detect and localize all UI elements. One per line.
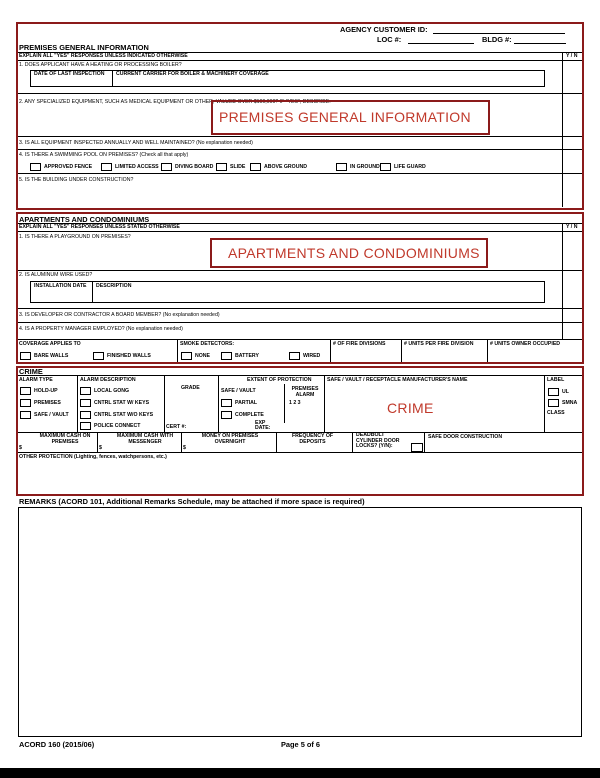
smna-checkbox[interactable]	[548, 399, 559, 407]
divider	[401, 339, 402, 362]
premises-explain: EXPLAIN ALL "YES" RESPONSES UNLESS INDICATED OTHERWISE	[19, 53, 188, 59]
coverage-applies-label: COVERAGE APPLIES TO	[19, 341, 81, 347]
divider	[18, 339, 582, 340]
divider	[487, 339, 488, 362]
divider	[164, 375, 165, 432]
smoke-none-checkbox[interactable]	[181, 352, 192, 360]
manufacturer-label: SAFE / VAULT / RECEPTACLE MANUFACTURER'S NAME	[327, 377, 468, 383]
premises-overlay-label: PREMISES GENERAL INFORMATION	[219, 109, 471, 125]
complete-checkbox[interactable]	[221, 411, 232, 419]
grade-label: GRADE	[181, 385, 200, 391]
in-ground-label: IN GROUND	[350, 164, 380, 170]
remarks-textarea[interactable]	[18, 507, 582, 737]
cntrl-stat-keys-checkbox[interactable]	[80, 399, 91, 407]
description-label: DESCRIPTION	[96, 283, 132, 289]
police-connect-label: POLICE CONNECT	[94, 423, 141, 429]
apartments-overlay-label: APARTMENTS AND CONDOMINIUMS	[228, 245, 480, 261]
smna-label: SMNA	[562, 400, 578, 406]
premises-q3: 3. IS ALL EQUIPMENT INSPECTED ANNUALLY AND WELL MAINTAINED? (No explanation needed)	[19, 140, 253, 146]
bare-walls-checkbox[interactable]	[20, 352, 31, 360]
apartments-title: APARTMENTS AND CONDOMINIUMS	[19, 215, 150, 224]
form-id: ACORD 160 (2015/06)	[19, 740, 95, 749]
loc-label[interactable]: LOC #:	[377, 35, 402, 44]
apartments-explain: EXPLAIN ALL "YES" RESPONSES UNLESS STATED OTHERWISE	[19, 224, 180, 230]
cert-label: CERT #:	[166, 424, 187, 430]
safe-vault-type-label: SAFE / VAULT	[34, 412, 69, 418]
boiler-carrier-label: CURRENT CARRIER FOR BOILER & MACHINERY COVERAGE	[116, 71, 269, 77]
max-cash-premises-label: MAXIMUM CASH ON PREMISES	[39, 433, 91, 445]
divider	[97, 432, 98, 452]
divider	[77, 375, 78, 432]
finished-walls-label: FINISHED WALLS	[107, 353, 151, 359]
premises-yn: Y / N	[566, 53, 578, 59]
units-per-fire-label: # UNITS PER FIRE DIVISION	[404, 341, 474, 347]
approved-fence-label: APPROVED FENCE	[44, 164, 93, 170]
limited-access-label: LIMITED ACCESS	[115, 164, 159, 170]
complete-label: COMPLETE	[235, 412, 264, 418]
page-number: Page 5 of 6	[281, 740, 321, 749]
divider	[18, 375, 582, 376]
bottom-bar	[0, 768, 600, 778]
divider	[544, 375, 545, 432]
money-overnight-label: MONEY ON PREMISES OVERNIGHT	[201, 433, 259, 445]
extent-protection-label: EXTENT OF PROTECTION	[247, 377, 312, 383]
exp-date-label: EXP DATE:	[255, 420, 271, 431]
local-gong-checkbox[interactable]	[80, 387, 91, 395]
units-owner-occupied-label: # UNITS OWNER OCCUPIED	[490, 341, 561, 347]
safe-vault-type-checkbox[interactable]	[20, 411, 31, 419]
smoke-none-label: NONE	[195, 353, 210, 359]
hold-up-checkbox[interactable]	[20, 387, 31, 395]
smoke-wired-checkbox[interactable]	[289, 352, 300, 360]
other-protection-label: OTHER PROTECTION (Lighting, fences, watchpersons, etc.)	[19, 454, 167, 460]
finished-walls-checkbox[interactable]	[93, 352, 104, 360]
premises-alarm-type-checkbox[interactable]	[20, 399, 31, 407]
in-ground-checkbox[interactable]	[336, 163, 347, 171]
bare-walls-label: BARE WALLS	[34, 353, 69, 359]
smoke-battery-checkbox[interactable]	[221, 352, 232, 360]
slide-label: SLIDE	[230, 164, 246, 170]
above-ground-label: ABOVE GROUND	[264, 164, 307, 170]
divider	[18, 308, 582, 309]
last-inspection-label: DATE OF LAST INSPECTION	[34, 71, 105, 77]
cntrl-stat-keys-label: CNTRL STAT W/ KEYS	[94, 400, 150, 406]
divider	[276, 432, 277, 452]
alarm-number-labels: 1 2 3	[289, 400, 301, 406]
premises-alarm-type-label: PREMISES	[34, 400, 61, 406]
class-label: CLASS	[547, 410, 565, 416]
police-connect-checkbox[interactable]	[80, 422, 91, 430]
ul-checkbox[interactable]	[548, 388, 559, 396]
label-label: LABEL	[547, 377, 565, 383]
divider	[284, 384, 285, 423]
bldg-label[interactable]: BLDG #:	[482, 35, 512, 44]
safe-vault-extent-label: SAFE / VAULT	[221, 388, 256, 394]
life-guard-label: LIFE GUARD	[394, 164, 426, 170]
smoke-wired-label: WIRED	[303, 353, 321, 359]
yn-column-line	[562, 52, 563, 207]
money-overnight-dollar: $	[183, 445, 186, 451]
divider	[18, 270, 582, 271]
premises-alarm-label: PREMISES ALARM	[291, 386, 319, 398]
diving-board-checkbox[interactable]	[161, 163, 172, 171]
deadbolt-input[interactable]	[411, 443, 423, 452]
boiler-info-box[interactable]	[30, 70, 545, 87]
cntrl-stat-no-keys-label: CNTRL STAT W/O KEYS	[94, 412, 154, 418]
divider	[18, 93, 582, 94]
agency-customer-id-label: AGENCY CUSTOMER ID:	[340, 25, 428, 34]
premises-q4: 4. IS THERE A SWIMMING POOL ON PREMISES? (Check all that apply)	[19, 152, 189, 158]
max-cash-messenger-label: MAXIMUM CASH WITH MESSENGER	[116, 433, 174, 445]
hold-up-label: HOLD-UP	[34, 388, 58, 394]
divider	[92, 281, 93, 303]
apartments-q4: 4. IS A PROPERTY MANAGER EMPLOYED? (No explanation needed)	[19, 326, 183, 332]
apartments-q3: 3. IS DEVELOPER OR CONTRACTOR A BOARD MEMBER? (No explanation needed)	[19, 312, 220, 318]
alarm-description-label: ALARM DESCRIPTION	[80, 377, 136, 383]
divider	[18, 136, 582, 137]
premises-q1: 1. DOES APPLICANT HAVE A HEATING OR PROCESSING BOILER?	[19, 62, 182, 68]
divider	[18, 322, 582, 323]
divider	[18, 173, 582, 174]
apartments-yn: Y / N	[566, 224, 578, 230]
divider	[424, 432, 425, 452]
divider	[18, 149, 582, 150]
above-ground-checkbox[interactable]	[250, 163, 261, 171]
safe-door-label: SAFE DOOR CONSTRUCTION	[428, 434, 503, 440]
divider	[18, 231, 582, 232]
slide-checkbox[interactable]	[216, 163, 227, 171]
divider	[330, 339, 331, 362]
limited-access-checkbox[interactable]	[101, 163, 112, 171]
premises-q5: 5. IS THE BUILDING UNDER CONSTRUCTION?	[19, 177, 134, 183]
ul-label: UL	[562, 389, 569, 395]
smoke-battery-label: BATTERY	[235, 353, 259, 359]
divider	[18, 452, 582, 453]
remarks-title: REMARKS (ACORD 101, Additional Remarks Schedule, may be attached if more space is required)	[19, 497, 365, 506]
crime-title: CRIME	[19, 367, 43, 376]
diving-board-label: DIVING BOARD	[175, 164, 214, 170]
premises-q2: 2. ANY SPECIALIZED EQUIPMENT, SUCH AS MEDICAL EQUIPMENT OR OTHER, VALUED OVER $100,000? IF "YES", DESCRIBE.	[19, 99, 331, 105]
max-cash-premises-dollar: $	[19, 445, 22, 451]
local-gong-label: LOCAL GONG	[94, 388, 130, 394]
installation-date-label: INSTALLATION DATE	[34, 283, 87, 289]
divider	[112, 70, 113, 87]
life-guard-checkbox[interactable]	[380, 163, 391, 171]
partial-checkbox[interactable]	[221, 399, 232, 407]
apartments-q2: 2. IS ALUMINUM WIRE USED?	[19, 272, 93, 278]
divider	[18, 60, 582, 61]
cntrl-stat-no-keys-checkbox[interactable]	[80, 411, 91, 419]
alarm-type-label: ALARM TYPE	[19, 377, 53, 383]
divider	[324, 375, 325, 432]
frequency-deposits-label: FREQUENCY OF DEPOSITS	[291, 433, 334, 445]
crime-overlay-label: CRIME	[387, 400, 434, 416]
divider	[352, 432, 353, 452]
deadbolt-label: DEADBOLT CYLINDER DOOR LOCKS? (Y/N):	[356, 432, 400, 449]
partial-label: PARTIAL	[235, 400, 258, 406]
divider	[177, 339, 178, 362]
divider	[218, 375, 219, 432]
max-cash-messenger-dollar: $	[99, 445, 102, 451]
apartments-q1: 1. IS THERE A PLAYGROUND ON PREMISES?	[19, 234, 131, 240]
smoke-detectors-label: SMOKE DETECTORS:	[180, 341, 235, 347]
premises-title: PREMISES GENERAL INFORMATION	[19, 43, 149, 52]
fire-divisions-label: # OF FIRE DIVISIONS	[333, 341, 386, 347]
divider	[181, 432, 182, 452]
approved-fence-checkbox[interactable]	[30, 163, 41, 171]
